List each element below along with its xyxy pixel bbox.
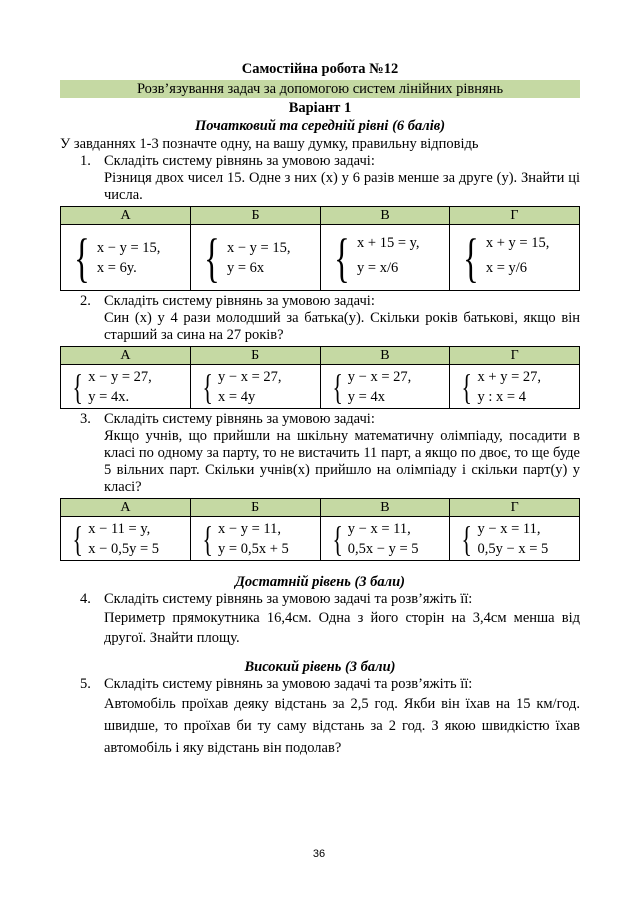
brace-icon: {	[72, 366, 83, 407]
brace-icon: {	[463, 227, 479, 288]
task-text: Син (x) у 4 рази молодший за батька(y). Скільки років батькові, якщо він старший за сина на 27 років?	[104, 310, 580, 343]
task-4	[60, 591, 580, 648]
task-text: Різниця двох чисел 15. Одне з них (x) у 6 разів менше за друге (y). Знайти ці числа.	[104, 170, 580, 203]
task-number: 4.	[80, 591, 91, 607]
header-g: Г	[450, 347, 580, 365]
option-cell[interactable]: { y − x = 11, 0,5x − y = 5	[320, 517, 450, 561]
option-cell[interactable]: { y − x = 27, x = 4y	[190, 365, 320, 409]
option-cell[interactable]: { x + 15 = y, y = x/6	[321, 225, 450, 291]
task-text: Якщо учнів, що прийшли на шкільну математичну олімпіаду, посадити в класі по одному за парту, то не вистачить 11 парт, а якщо по двоє, то ще буде 5 вільних парт. Скільки учнів(x) прийшло на олімпіаду і скільки парт(y) у класі?	[104, 428, 580, 495]
option-cell[interactable]: { x − y = 27, y = 4x.	[61, 365, 191, 409]
task-instruction: Складіть систему рівнянь за умовою задачі:	[104, 411, 375, 427]
header-a: А	[61, 347, 191, 365]
header-a: А	[61, 207, 191, 225]
task-3	[60, 411, 580, 496]
task-number: 3.	[80, 411, 91, 427]
brace-icon: {	[204, 227, 220, 288]
header-v: В	[320, 499, 450, 517]
task-5	[60, 676, 580, 759]
options-table-3	[60, 498, 580, 561]
subtitle: Розв’язування задач за допомогою систем лінійних рівнянь	[60, 80, 580, 98]
variant-heading: Варіант 1	[288, 100, 352, 116]
task-instruction: Складіть систему рівнянь за умовою задачі:	[104, 293, 375, 309]
level-high-heading: Високий рівень (3 бали)	[244, 659, 396, 675]
page-number: 36	[312, 848, 326, 860]
option-cell[interactable]: { x − y = 11, y = 0,5x + 5	[190, 517, 320, 561]
brace-icon: {	[334, 227, 350, 288]
option-cell[interactable]: { x − y = 15, y = 6x	[191, 225, 321, 291]
intro-text: У завданнях 1-3 позначте одну, на вашу думку, правильну відповідь	[60, 136, 479, 152]
task-text: Периметр прямокутника 16,4см. Одна з його сторін на 3,4см менша від другої. Знайти площу.	[104, 610, 580, 646]
page-title: Самостійна робота №12	[241, 61, 399, 77]
header-g: Г	[449, 207, 579, 225]
task-instruction: Складіть систему рівнянь за умовою задачі:	[104, 153, 375, 169]
brace-icon: {	[461, 366, 473, 407]
page	[60, 60, 580, 759]
task-number: 5.	[80, 676, 91, 692]
option-cell[interactable]: { x + y = 15, x = y/6	[449, 225, 579, 291]
header-b: Б	[190, 347, 320, 365]
options-table-2	[60, 346, 580, 409]
brace-icon: {	[72, 518, 83, 559]
task-instruction: Складіть систему рівнянь за умовою задачі та розв’яжіть її:	[104, 591, 473, 607]
task-instruction: Складіть систему рівнянь за умовою задачі та розв’яжіть її:	[104, 676, 473, 692]
header-g: Г	[450, 499, 580, 517]
task-2	[60, 293, 580, 344]
header-b: Б	[191, 207, 321, 225]
task-1	[60, 153, 580, 204]
task-text: Автомобіль проїхав деяку відстань за 2,5 год. Якби він їхав на 15 км/год. швидше, то проїхав би ту саму відстань за 2 год. З якою швидкістю їхав автомобіль і яку відстань він подолав?	[104, 696, 580, 756]
option-cell[interactable]: { x − y = 15, x = 6y.	[61, 225, 191, 291]
level-sufficient-heading: Достатній рівень (3 бали)	[234, 574, 405, 590]
brace-icon: {	[202, 518, 213, 559]
brace-icon: {	[202, 366, 213, 407]
option-cell[interactable]: { x − 11 = y, x − 0,5y = 5	[61, 517, 191, 561]
brace-icon: {	[461, 518, 473, 559]
brace-icon: {	[331, 366, 343, 407]
level-basic-heading: Початковий та середній рівні (6 балів)	[194, 118, 446, 134]
options-table-1	[60, 206, 580, 291]
brace-icon: {	[331, 518, 343, 559]
task-number: 1.	[80, 153, 91, 169]
header-b: Б	[190, 499, 320, 517]
option-cell[interactable]: { y − x = 11, 0,5y − x = 5	[450, 517, 580, 561]
option-cell[interactable]: { y − x = 27, y = 4x	[320, 365, 450, 409]
header-a: А	[61, 499, 191, 517]
header-v: В	[320, 347, 450, 365]
brace-icon: {	[74, 227, 90, 288]
task-number: 2.	[80, 293, 91, 309]
header-v: В	[321, 207, 450, 225]
option-cell[interactable]: { x + y = 27, y : x = 4	[450, 365, 580, 409]
